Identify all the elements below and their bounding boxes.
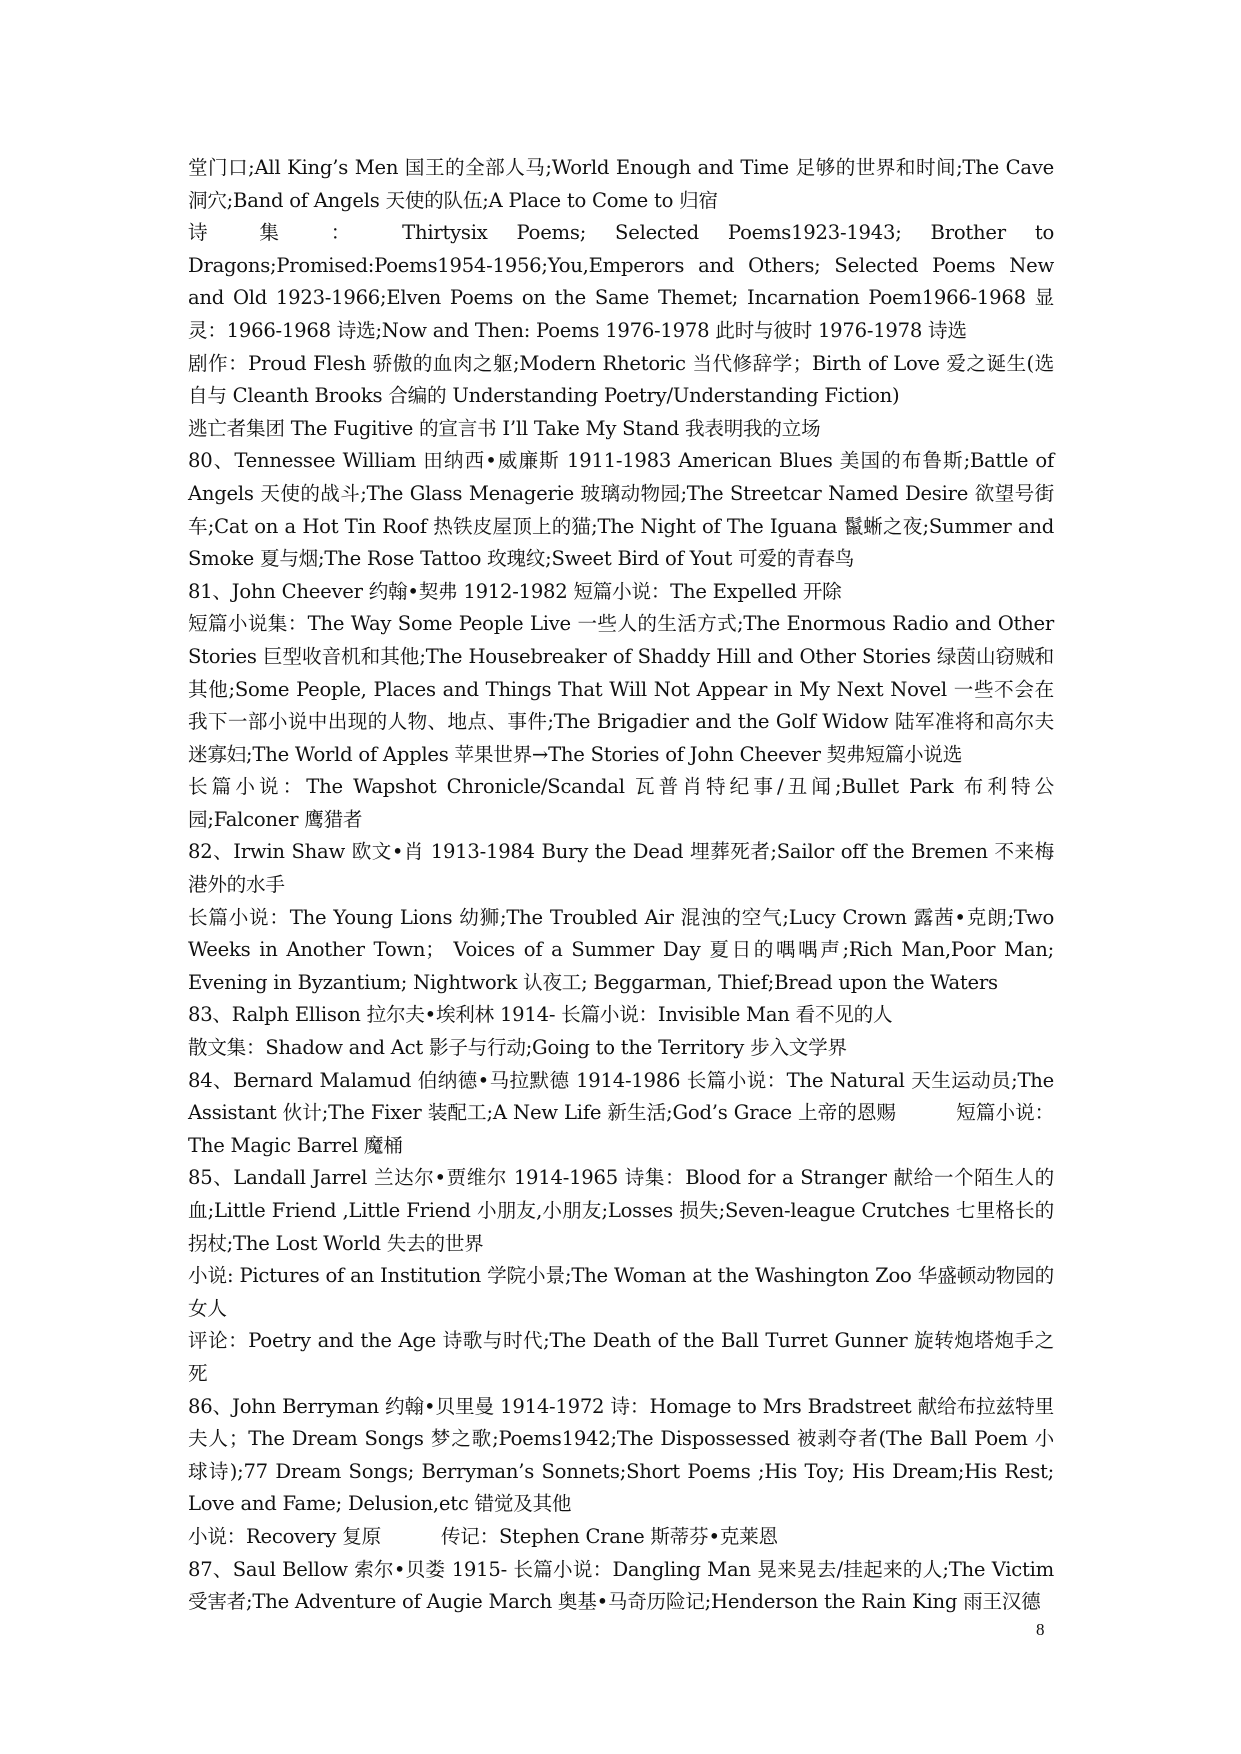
paragraph: 85、Landall Jarrel 兰达尔•贾维尔 1914-1965 诗集：Blood for a Stranger 献给一个陌生人的血;Little Friend ,Little Friend 小朋友,小朋友;Losses 损失;Seven-league Crutches 七里格长的拐杖;The Lost World 失去的世界	[188, 1166, 1054, 1255]
paragraph: 长篇小说：The Young Lions 幼狮;The Troubled Air 混浊的空气;Lucy Crown 露茜•克朗;Two Weeks in Another Town； Voices of a Summer Day 夏日的喁喁声;Rich Man,Poor Man; Evening in Byzantium; Nightwork 认夜工; Beggarman, Thief;Bread upon the Waters	[188, 905, 1054, 994]
paragraph: 评论：Poetry and the Age 诗歌与时代;The Death of the Ball Turret Gunner 旋转炮塔炮手之死	[188, 1329, 1054, 1385]
paragraph: 长篇小说：The Wapshot Chronicle/Scandal 瓦普肖特纪事/丑闻;Bullet Park 布利特公园;Falconer 鹰猎者	[188, 775, 1054, 831]
paragraph: 小说: Pictures of an Institution 学院小景;The Woman at the Washington Zoo 华盛顿动物园的女人	[188, 1264, 1054, 1320]
paragraph: 短篇小说集：The Way Some People Live 一些人的生活方式;The Enormous Radio and Other Stories 巨型收音机和其他;The Housebreaker of Shaddy Hill and Other Stories 绿茵山窃贼和其他;Some People, Places and Things That Will Not Appear in My Next Novel 一些不会在我下一部小说中出现的人物、地点、事件;The Brigadier and the Golf Widow 陆军准将和高尔夫迷寡妇;The World of Apples 苹果世界→The Stories of John Cheever 契弗短篇小说选	[188, 612, 1054, 766]
paragraph: 散文集：Shadow and Act 影子与行动;Going to the Territory 步入文学界	[188, 1036, 847, 1060]
paragraph: 剧作：Proud Flesh 骄傲的血肉之躯;Modern Rhetoric 当代修辞学；Birth of Love 爱之诞生(选自与 Cleanth Brooks 合编的 Understanding Poetry/Understanding Fiction)	[188, 351, 1054, 408]
paragraph: 诗 集 ： Thirtysix Poems; Selected Poems1923-1943; Brother to Dragons;Promised:Poems1954-1956;You,Emperors and Others; Selected Poems New and Old 1923-1966;Elven Poems on the Same Themet; Incarnation Poem1966-1968 显灵：1966-1968 诗选;Now and Then: Poems 1976-1978 此时与彼时 1976-1978 诗选	[188, 221, 1054, 342]
body-text	[188, 152, 1054, 1619]
inline-text: 短篇小说：The Magic Barrel 魔桶	[188, 1101, 1055, 1157]
paragraph: 80、Tennessee William 田纳西•威廉斯 1911-1983 American Blues 美国的布鲁斯;Battle of Angels 天使的战斗;The Glass Menagerie 玻璃动物园;The Streetcar Named Desire 欲望号街车;Cat on a Hot Tin Roof 热铁皮屋顶上的猫;The Night of The Iguana 鬣蜥之夜;Summer and Smoke 夏与烟;The Rose Tattoo 玫瑰纹;Sweet Bird of Yout 可爱的青春鸟	[188, 449, 1054, 571]
inline-text: 84、Bernard Malamud 伯纳德•马拉默德 1914-1986 长篇小说：The Natural 天生运动员;The Assistant 伙计;The Fixer 装配工;A New Life 新生活;God’s Grace 上帝的恩赐	[188, 1068, 1054, 1125]
page-number: 8	[1036, 1620, 1045, 1639]
paragraph: 81、John Cheever 约翰•契弗 1912-1982 短篇小说：The Expelled 开除	[188, 579, 842, 603]
paragraph: 82、Irwin Shaw 欧文•肖 1913-1984 Bury the Dead 埋葬死者;Sailor off the Bremen 不来梅港外的水手	[188, 840, 1054, 897]
inline-text: 小说：Recovery 复原	[188, 1524, 381, 1548]
paragraph	[188, 1521, 1054, 1554]
paragraph: 83、Ralph Ellison 拉尔夫•埃利林 1914- 长篇小说：Invisible Man 看不见的人	[188, 1003, 893, 1027]
paragraph: 86、John Berryman 约翰•贝里曼 1914-1972 诗：Homage to Mrs Bradstreet 献给布拉兹特里夫人；The Dream Songs 梦之歌;Poems1942;The Dispossessed 被剥夺者(The Ball Poem 小球诗);77 Dream Songs; Berryman’s Sonnets;Short Poems ;His Toy; His Dream;His Rest; Love and Fame; Delusion,etc 错觉及其他	[188, 1394, 1054, 1516]
paragraph	[188, 1065, 1054, 1163]
paragraph: 逃亡者集团 The Fugitive 的宣言书 I’ll Take My Stand 我表明我的立场	[188, 416, 821, 440]
inline-text: 传记：Stephen Crane 斯蒂芬•克莱恩	[440, 1524, 778, 1548]
paragraph: 87、Saul Bellow 索尔•贝娄 1915- 长篇小说：Dangling Man 晃来晃去/挂起来的人;The Victim 受害者;The Adventure of Augie March 奥基•马奇历险记;Henderson the Rain King 雨王汉德	[188, 1557, 1054, 1614]
paragraph: 堂门口;All King’s Men 国王的全部人马;World Enough and Time 足够的世界和时间;The Cave 洞穴;Band of Angels 天使的队伍;A Place to Come to 归宿	[188, 156, 1054, 212]
